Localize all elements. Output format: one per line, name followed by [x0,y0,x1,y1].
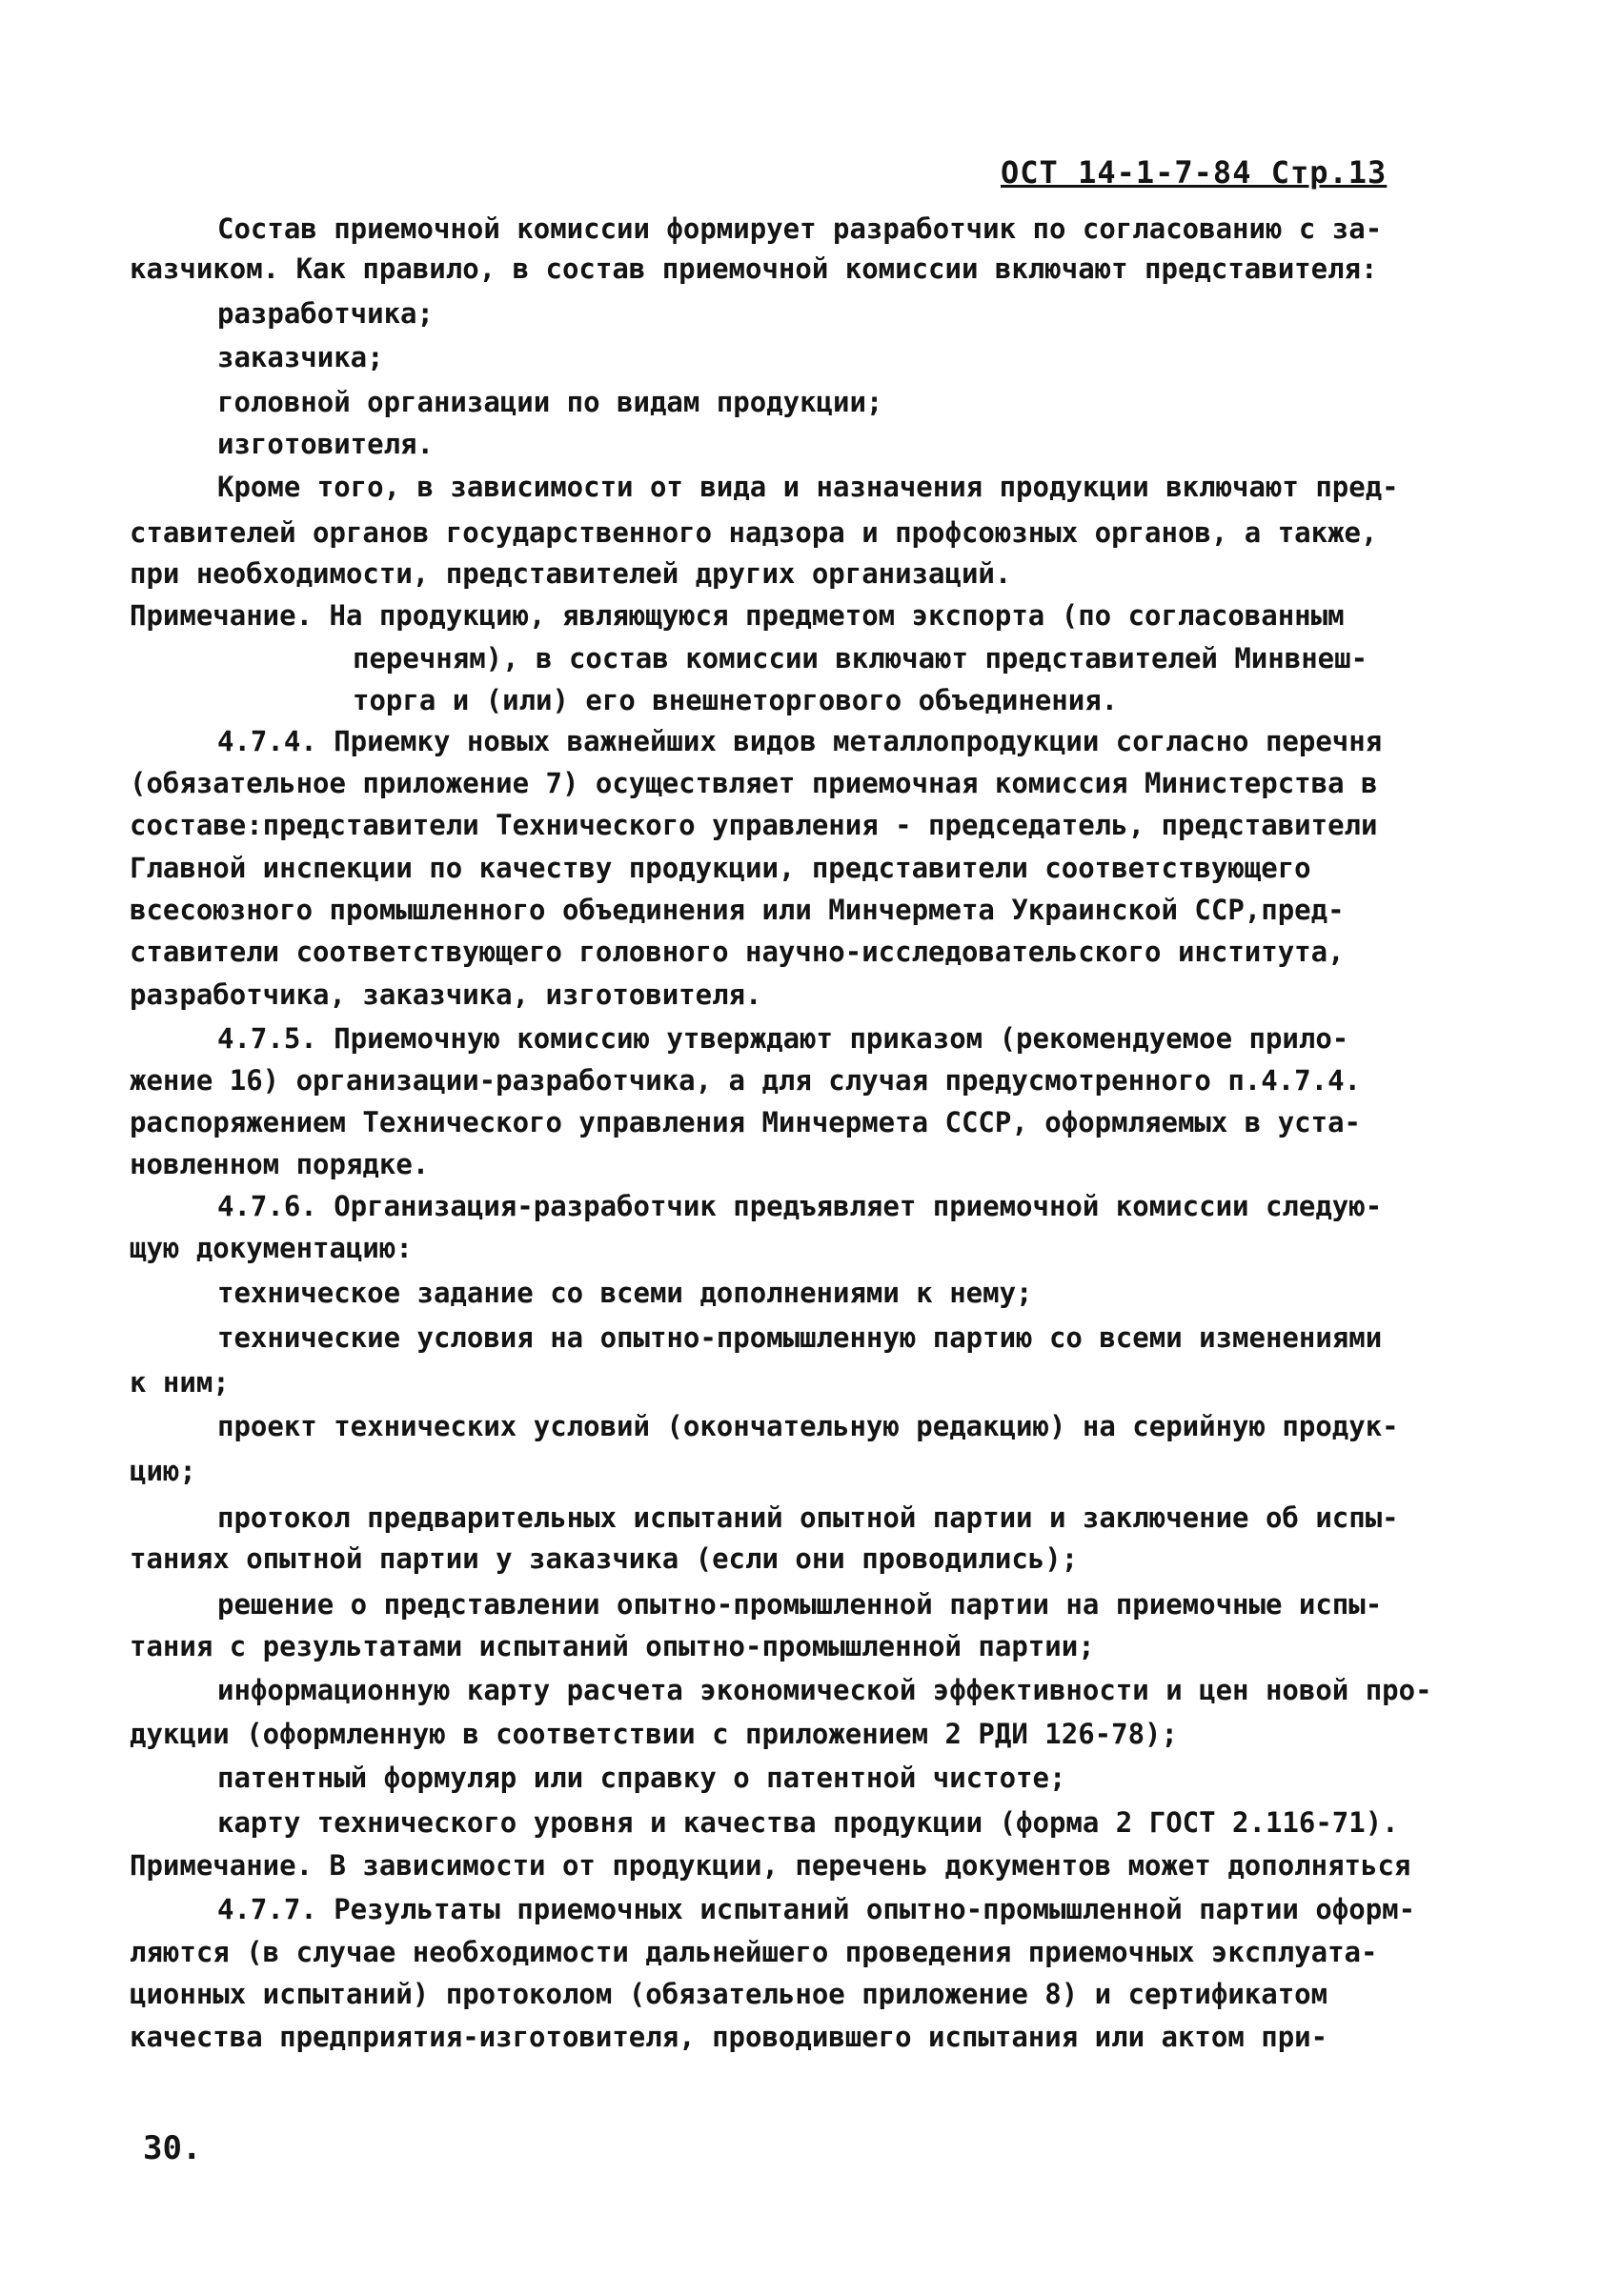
text-line: техническое задание со всеми дополнениями к нему; [217,1277,1033,1309]
text-line: патентный формуляр или справку о патентной чистоте; [217,1762,1066,1794]
text-line: 4.7.7. Результаты приемочных испытаний опытно-промышленной партии оформ- [217,1893,1416,1925]
document-reference: ОСТ 14-1-7-84 Стр.13 [1001,154,1388,191]
text-line: 4.7.5. Приемочную комиссию утверждают приказом (рекомендуемое прило- [217,1022,1349,1055]
text-line: тания с результатами испытаний опытно-промышленной партии; [130,1630,1095,1662]
text-line: распоряжением Технического управления Минчермета СССР, оформляемых в уста- [130,1106,1362,1138]
text-line: разработчика, заказчика, изготовителя. [130,978,762,1011]
text-line: 4.7.6. Организация-разработчик предъявляет приемочной комиссии следую- [217,1190,1383,1222]
text-line: ляются (в случае необходимости дальнейшего проведения приемочных эксплуата- [130,1936,1378,1968]
note-line: перечням), в состав комиссии включают представителей Минвнеш- [353,642,1368,675]
note-line: торга и (или) его внешнеторгового объединения. [353,684,1119,716]
text-line: протокол предварительных испытаний опытной партии и заключение об испы- [217,1501,1399,1534]
text-line: таниях опытной партии у заказчика (если они проводились); [130,1542,1079,1575]
text-line: Кроме того, в зависимости от вида и назначения продукции включают пред- [217,471,1399,503]
text-line: всесоюзного промышленного объединения или Минчермета Украинской ССР,пред- [130,894,1345,926]
text-line: решение о представлении опытно-промышленной партии на приемочные испы- [217,1588,1383,1621]
text-line: составе:представители Технического управления - председатель, представители [130,809,1378,841]
page-number: 30. [143,2129,202,2167]
text-line: головной организации по видам продукции; [217,386,883,418]
text-line: проект технических условий (окончательную редакцию) на серийную продук- [217,1410,1399,1442]
text-line: Главной инспекции по качеству продукции, представители соответствующего [130,852,1311,884]
text-line: качества предприятия-изготовителя, проводившего испытания или актом при- [130,2021,1328,2053]
note-line: Примечание. На продукцию, являющуюся предметом экспорта (по согласованным [130,599,1345,632]
note-line: Примечание. В зависимости от продукции, перечень документов может дополняться [130,1849,1411,1882]
text-line: Состав приемочной комиссии формирует разработчик по согласованию с за- [217,212,1383,245]
text-line: цию; [130,1455,196,1487]
text-line: заказчика; [217,341,384,373]
text-line: щую документацию: [130,1232,413,1264]
text-line: казчиком. Как правило, в состав приемочной комиссии включают представителя: [130,252,1378,285]
text-line: дукции (оформленную в соответствии с приложением 2 РДИ 126-78); [130,1718,1178,1750]
text-line: жение 16) организации-разработчика, а для случая предусмотренного п.4.7.4. [130,1064,1362,1097]
text-line: ставители соответствующего головного научно-исследовательского института, [130,936,1345,968]
text-line: ставителей органов государственного надзора и профсоюзных органов, а также, [130,516,1378,549]
text-line: информационную карту расчета экономической эффективности и цен новой про- [217,1674,1432,1706]
text-line: новленном порядке. [130,1148,430,1180]
text-line: карту технического уровня и качества продукции (форма 2 ГОСТ 2.116-71). [217,1806,1399,1839]
text-line: технические условия на опытно-промышленную партию со всеми изменениями [217,1321,1383,1354]
text-line: ционных испытаний) протоколом (обязательное приложение 8) и сертификатом [130,1978,1328,2010]
text-line: 4.7.4. Приемку новых важнейших видов металлопродукции согласно перечня [217,725,1383,757]
text-line: изготовителя. [217,428,434,460]
text-line: к ним; [130,1366,230,1399]
text-line: разработчика; [217,297,434,330]
text-line: при необходимости, представителей других организаций. [130,557,1012,590]
text-line: (обязательное приложение 7) осуществляет приемочная комиссия Министерства в [130,767,1378,799]
